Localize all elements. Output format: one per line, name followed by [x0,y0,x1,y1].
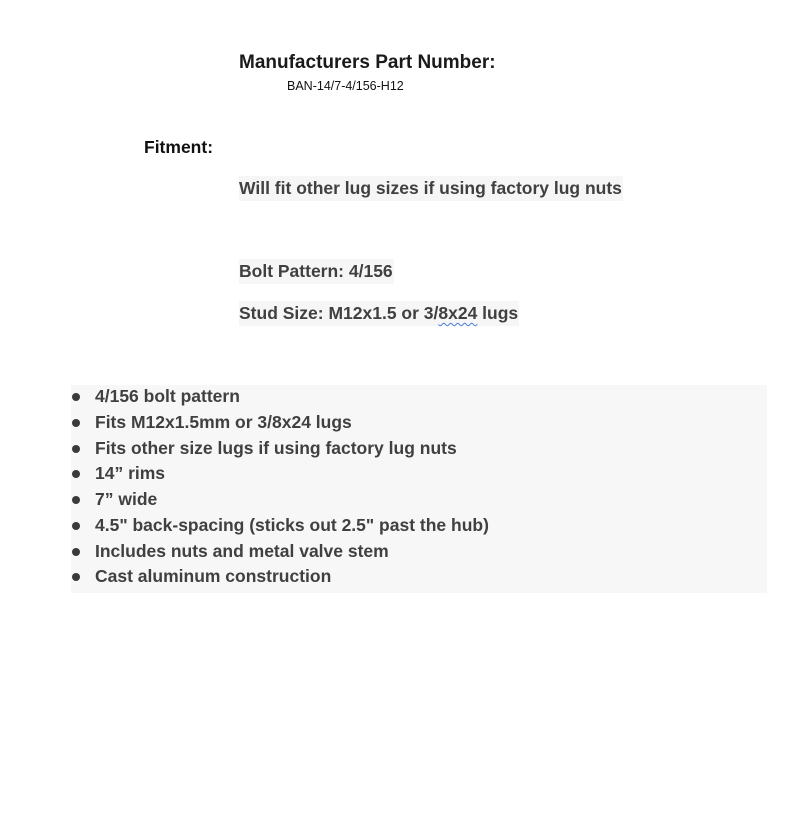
feature-text: Includes nuts and metal valve stem [95,540,389,561]
feature-item [71,385,767,411]
feature-item [71,514,767,540]
stud-size-suffix: lugs [477,303,519,323]
feature-text: 4/156 bolt pattern [95,386,240,406]
feature-item [71,488,767,514]
fitment-stud-size [239,301,519,326]
feature-text: 4.5" back-spacing (sticks out 2.5" past the hub) [95,514,489,535]
fitment-lug-note: Will fit other lug sizes if using factory lug nuts [239,176,623,201]
part-number-value: BAN-14/7-4/156-H12 [287,79,404,93]
feature-text: 7” wide [95,489,158,509]
bullet-icon [72,573,80,581]
fitment-bolt-pattern: Bolt Pattern: 4/156 [239,259,394,284]
bullet-icon [72,522,80,530]
feature-item [71,462,767,488]
bullet-icon [72,445,80,453]
feature-item [71,411,767,437]
bullet-icon [72,419,80,427]
fitment-heading: Fitment: [144,137,214,157]
feature-text: Fits M12x1.5mm or 3/8x24 lugs [95,411,352,432]
feature-item [71,437,767,463]
part-number-heading: Manufacturers Part Number: [239,52,496,73]
feature-text: 14” rims [95,463,166,484]
bullet-icon [72,470,80,478]
bullet-icon [72,393,80,401]
feature-item [71,565,767,591]
feature-list [71,385,767,593]
bullet-icon [72,548,80,556]
bullet-icon [72,496,80,504]
feature-item [71,540,767,566]
stud-size-prefix: Stud Size: M12x1.5 or 3/ [239,303,439,323]
stud-size-spellcheck-word[interactable]: 8x24 [438,303,478,323]
feature-text: Cast aluminum construction [95,566,332,587]
feature-text: Fits other size lugs if using factory lug nuts [95,437,457,458]
